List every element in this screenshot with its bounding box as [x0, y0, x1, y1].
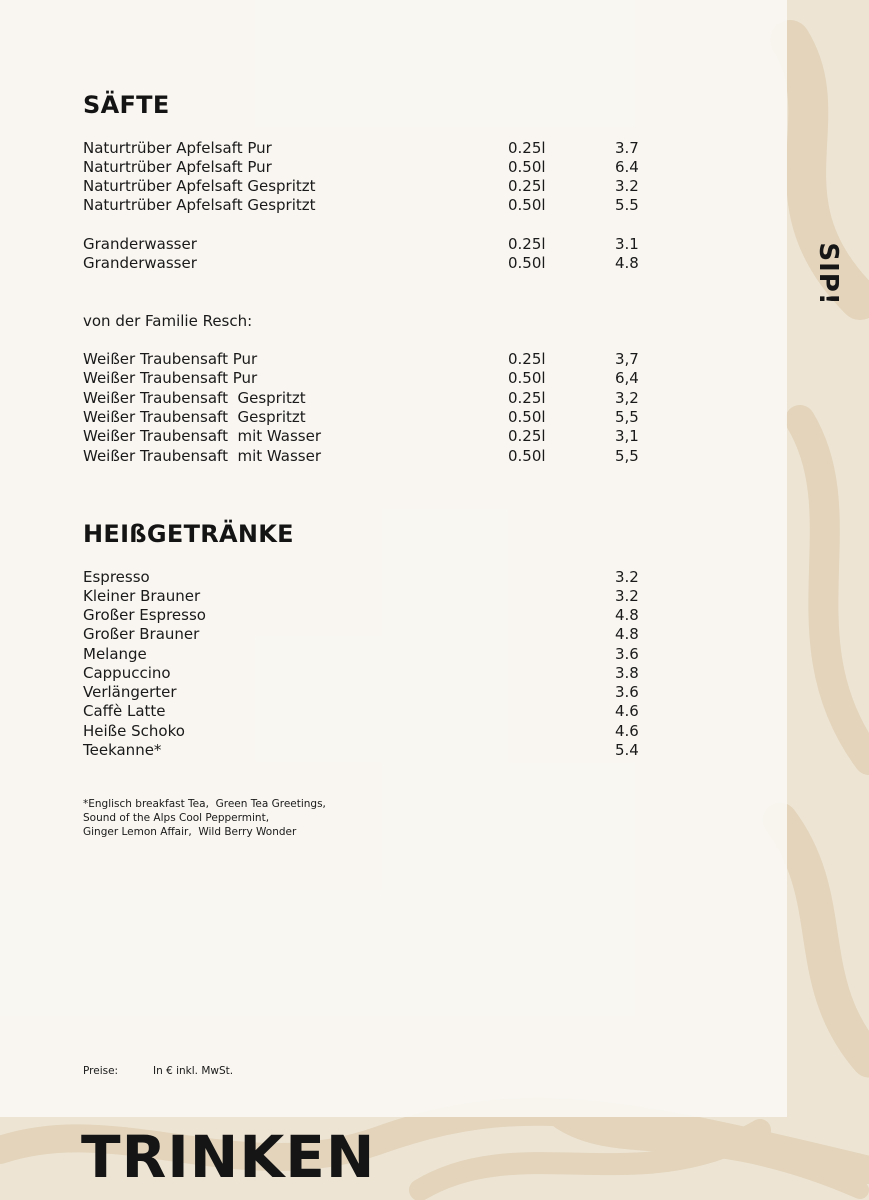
menu-item: Kleiner Brauner 3.2 — [83, 587, 639, 605]
menu-item: Cappuccino 3.8 — [83, 664, 639, 682]
menu-content — [83, 0, 683, 1117]
menu-item: Großer Brauner 4.8 — [83, 625, 639, 643]
menu-item: Granderwasser 0.50l 4.8 — [83, 254, 639, 272]
side-brand-label: SIP! — [813, 242, 843, 306]
menu-item: Weißer Traubensaft Pur 0.50l 6,4 — [83, 369, 639, 387]
tea-footnote-line: Ginger Lemon Affair, Wild Berry Wonder — [83, 826, 297, 838]
menu-item: Weißer Traubensaft Gespritzt 0.25l 3,2 — [83, 389, 639, 407]
menu-item: Teekanne* 5.4 — [83, 741, 639, 759]
tea-footnote-line: *Englisch breakfast Tea, Green Tea Greetings, — [83, 798, 326, 810]
prices-note: In € inkl. MwSt. — [153, 1065, 234, 1077]
menu-item: Großer Espresso 4.8 — [83, 606, 639, 624]
menu-item: Weißer Traubensaft mit Wasser 0.25l 3,1 — [83, 427, 639, 445]
page-title: TRINKEN — [81, 1123, 376, 1191]
producer-subheading: von der Familie Resch: — [83, 312, 253, 330]
menu-item: Espresso 3.2 — [83, 568, 639, 586]
menu-item: Naturtrüber Apfelsaft Gespritzt 0.50l 5.5 — [83, 196, 639, 214]
menu-item: Naturtrüber Apfelsaft Pur 0.50l 6.4 — [83, 158, 639, 176]
tea-footnote-line: Sound of the Alps Cool Peppermint, — [83, 812, 270, 824]
menu-item: Verlängerter 3.6 — [83, 683, 639, 701]
menu-item: Weißer Traubensaft Gespritzt 0.50l 5,5 — [83, 408, 639, 426]
menu-item: Melange 3.6 — [83, 645, 639, 663]
prices-label: Preise: — [83, 1065, 119, 1077]
menu-item: Naturtrüber Apfelsaft Pur 0.25l 3.7 — [83, 139, 639, 157]
menu-item: Granderwasser 0.25l 3.1 — [83, 235, 639, 253]
menu-item: Heiße Schoko 4.6 — [83, 722, 639, 740]
section-heading-heissgetraenke: HEIßGETRÄNKE — [83, 520, 294, 548]
menu-item: Caffè Latte 4.6 — [83, 702, 639, 720]
section-heading-saefte: SÄFTE — [83, 91, 170, 119]
menu-item: Weißer Traubensaft mit Wasser 0.50l 5,5 — [83, 447, 639, 465]
menu-item: Naturtrüber Apfelsaft Gespritzt 0.25l 3.2 — [83, 177, 639, 195]
menu-item: Weißer Traubensaft Pur 0.25l 3,7 — [83, 350, 639, 368]
